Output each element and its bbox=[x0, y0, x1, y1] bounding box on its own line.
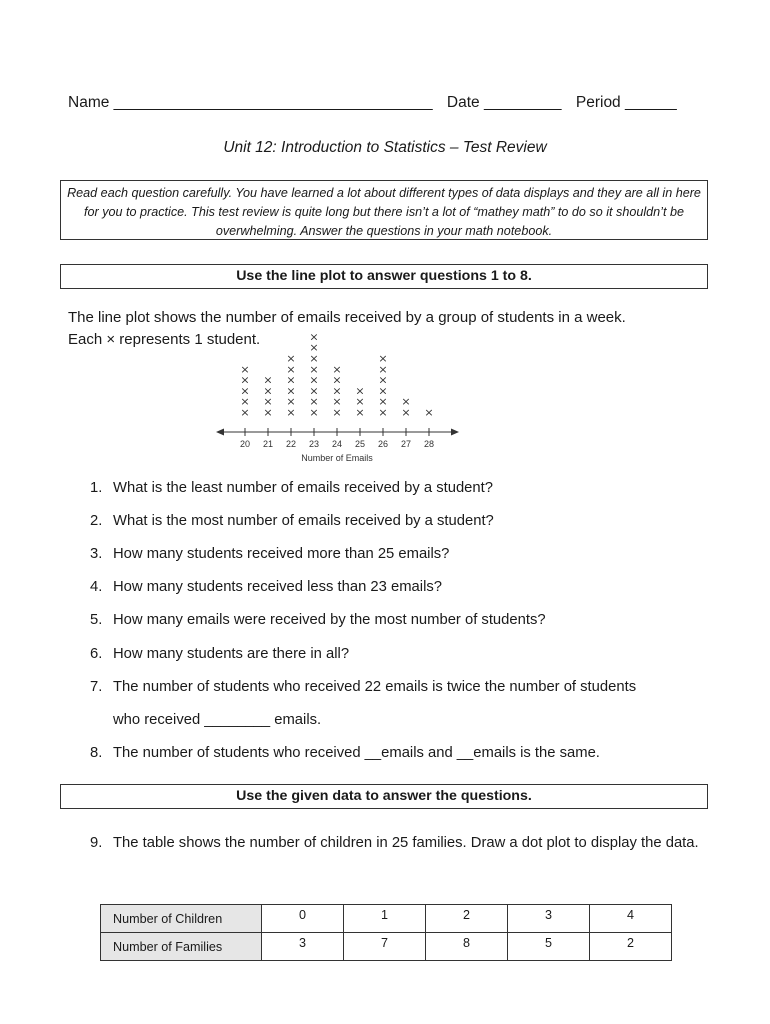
question-item bbox=[90, 712, 321, 728]
period-field[interactable]: Period ______ bbox=[575, 94, 677, 111]
question-number: 5. bbox=[90, 612, 103, 628]
data-mark: × bbox=[286, 406, 296, 419]
question-item bbox=[90, 480, 493, 496]
data-mark: × bbox=[401, 406, 411, 419]
data-mark: × bbox=[424, 406, 434, 419]
data-mark: × bbox=[309, 362, 319, 376]
table-cell: 8 bbox=[426, 933, 508, 961]
question-item bbox=[90, 612, 546, 628]
data-mark: × bbox=[240, 406, 250, 419]
tick-label: 20 bbox=[239, 439, 251, 449]
data-mark: × bbox=[355, 395, 365, 409]
data-mark: × bbox=[401, 395, 411, 409]
data-mark: × bbox=[286, 384, 296, 398]
question-number: 8. bbox=[90, 745, 103, 761]
data-mark: × bbox=[378, 362, 388, 376]
description-line-2: Each × represents 1 student. bbox=[68, 331, 261, 348]
data-mark: × bbox=[332, 362, 342, 376]
data-mark: × bbox=[332, 373, 342, 387]
section2-heading: Use the given data to answer the questions. bbox=[60, 784, 708, 809]
data-mark: × bbox=[309, 330, 319, 344]
question-item bbox=[90, 646, 349, 662]
data-mark: × bbox=[286, 352, 296, 365]
question-number: 3. bbox=[90, 546, 103, 562]
tick-label: 27 bbox=[400, 439, 412, 449]
question-text: How many students received less than 23 emails? bbox=[113, 579, 442, 595]
data-mark: × bbox=[240, 373, 250, 387]
header-fields bbox=[68, 94, 687, 112]
data-mark: × bbox=[378, 406, 388, 419]
table-cell: 1 bbox=[344, 905, 426, 933]
question-number: 4. bbox=[90, 579, 103, 595]
data-mark: × bbox=[240, 395, 250, 409]
question-item bbox=[90, 745, 600, 761]
table-row bbox=[101, 905, 672, 933]
line-plot bbox=[200, 330, 470, 470]
question-item bbox=[90, 679, 636, 695]
data-mark: × bbox=[286, 373, 296, 387]
data-mark: × bbox=[240, 384, 250, 398]
data-mark: × bbox=[309, 341, 319, 355]
question-text: who received ________ emails. bbox=[113, 712, 322, 728]
question-number: 7. bbox=[90, 679, 103, 695]
question-9 bbox=[90, 832, 710, 854]
question-number: 9. bbox=[90, 835, 103, 851]
data-mark: × bbox=[286, 395, 296, 409]
question-text: The number of students who received 22 emails is twice the number of students bbox=[113, 679, 637, 695]
right-arrow-icon bbox=[451, 429, 459, 436]
row-header-children: Number of Children bbox=[101, 905, 262, 933]
data-mark: × bbox=[332, 406, 342, 419]
question-item bbox=[90, 513, 494, 529]
data-mark: × bbox=[263, 395, 273, 409]
tick-label: 26 bbox=[377, 439, 389, 449]
table-row bbox=[101, 933, 672, 961]
row-header-families: Number of Families bbox=[101, 933, 262, 961]
data-mark: × bbox=[309, 395, 319, 409]
question-text: How many emails were received by the most number of students? bbox=[113, 612, 546, 628]
table-cell: 2 bbox=[590, 933, 672, 961]
table-cell: 5 bbox=[508, 933, 590, 961]
tick-label: 22 bbox=[285, 439, 297, 449]
question-number: 1. bbox=[90, 480, 103, 496]
data-mark: × bbox=[309, 384, 319, 398]
data-mark: × bbox=[355, 406, 365, 419]
instructions-box: Read each question carefully. You have learned a lot about different types of data displays and they are all in here for you to practice. This test review is quite long but there isn’t a lot of “mathey math” to do so it shouldn’t be overwhelming. Answer the questions in your math notebook. bbox=[60, 180, 708, 240]
table-cell: 2 bbox=[426, 905, 508, 933]
data-mark: × bbox=[378, 373, 388, 387]
question-text: How many students are there in all? bbox=[113, 646, 350, 662]
question-text: The table shows the number of children in 25 families. Draw a dot plot to display the data. bbox=[113, 835, 699, 851]
description-line-1: The line plot shows the number of emails received by a group of students in a week. bbox=[68, 309, 626, 326]
tick-label: 28 bbox=[423, 439, 435, 449]
tick-label: 21 bbox=[262, 439, 274, 449]
page-title: Unit 12: Introduction to Statistics – Test Review bbox=[223, 139, 547, 156]
tick-label: 24 bbox=[331, 439, 343, 449]
data-mark: × bbox=[378, 384, 388, 398]
question-item bbox=[90, 546, 449, 562]
data-mark: × bbox=[263, 406, 273, 419]
data-mark: × bbox=[263, 373, 273, 387]
data-mark: × bbox=[332, 384, 342, 398]
data-mark: × bbox=[263, 384, 273, 398]
date-field[interactable]: Date _________ bbox=[446, 94, 562, 111]
children-families-table bbox=[100, 904, 672, 961]
data-mark: × bbox=[378, 395, 388, 409]
left-arrow-icon bbox=[216, 429, 224, 436]
table-cell: 3 bbox=[262, 933, 344, 961]
table-cell: 0 bbox=[262, 905, 344, 933]
data-mark: × bbox=[286, 362, 296, 376]
table-cell: 3 bbox=[508, 905, 590, 933]
data-mark: × bbox=[309, 406, 319, 419]
data-mark: × bbox=[378, 352, 388, 365]
question-text: The number of students who received __emails and __emails is the same. bbox=[113, 745, 600, 761]
data-mark: × bbox=[355, 384, 365, 398]
x-axis-label: Number of Emails bbox=[301, 453, 373, 463]
question-text: What is the least number of emails received by a student? bbox=[113, 480, 493, 496]
question-text: What is the most number of emails received by a student? bbox=[113, 513, 494, 529]
data-mark: × bbox=[240, 362, 250, 376]
name-field[interactable]: Name _____________________________________ bbox=[68, 94, 433, 111]
tick-label: 25 bbox=[354, 439, 366, 449]
table-cell: 7 bbox=[344, 933, 426, 961]
question-number: 2. bbox=[90, 513, 103, 529]
data-mark: × bbox=[309, 373, 319, 387]
data-mark: × bbox=[332, 395, 342, 409]
question-item bbox=[90, 579, 442, 595]
section1-heading: Use the line plot to answer questions 1 to 8. bbox=[60, 264, 708, 289]
question-number: 6. bbox=[90, 646, 103, 662]
data-mark: × bbox=[309, 352, 319, 365]
tick-label: 23 bbox=[308, 439, 320, 449]
question-text: How many students received more than 25 emails? bbox=[113, 546, 450, 562]
table-cell: 4 bbox=[590, 905, 672, 933]
